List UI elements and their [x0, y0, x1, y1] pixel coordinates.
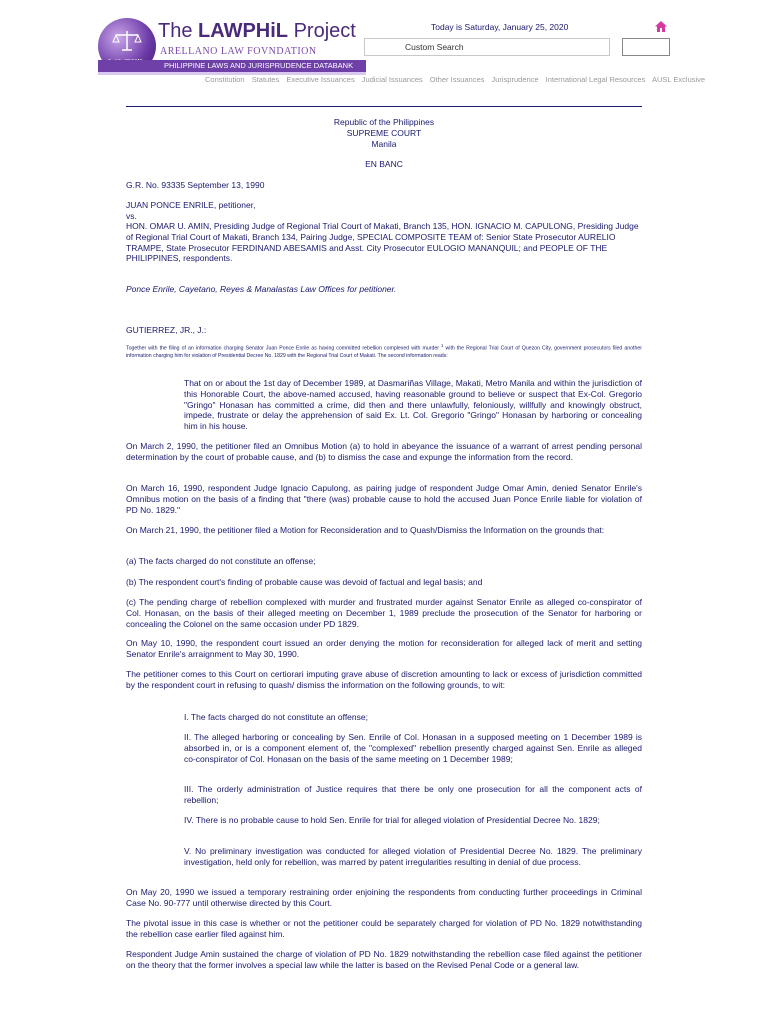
- brand-title: The LAWPHiL Project: [158, 20, 356, 42]
- paragraph-certiorari: The petitioner comes to this Court on certiorari imputing grave abuse of discretion amounting to lack or excess of jurisdiction committed by the respondent court in refusing to quash/ dismiss the information on the following grounds, to wit:: [126, 669, 642, 690]
- ponente: GUTIERREZ, JR., J.:: [126, 325, 207, 335]
- counsel: Ponce Enrile, Cayetano, Reyes & Manalastas Law Offices for petitioner.: [126, 284, 397, 294]
- paragraph-may-20: On May 20, 1990 we issued a temporary restraining order enjoining the respondents from conducting further proceedings in Criminal Case No. 90-777 until otherwise directed by this Court.: [126, 887, 642, 908]
- doc-heading-republic: Republic of the Philippines: [333, 117, 435, 127]
- nav-executive-issuances[interactable]: Executive Issuances: [286, 75, 355, 84]
- search-placeholder: Custom Search: [405, 42, 464, 52]
- ground-c: (c) The pending charge of rebellion complexed with murder and frustrated murder against Senator Enrile as alleged co-conspirator of Col. Honasan, on the basis of their alleged meeting on December 1, 1989 preclude the prosecution of the Senator for harboring or concealing the Colonel on the same occasion under PD 1829.: [126, 597, 642, 629]
- information-quote: That on or about the 1st day of December 1989, at Dasmariñas Village, Makati, Metro Manila and within the jurisdiction of this Honorable Court, the above-named accused, having reasonable ground to believe or suspect that Ex-Col. Gregorio "Gringo" Honasan has committed a crime, did then and there unlawfully, feloniously, willfully and knowingly obstruct, impede, frustrate or delay the apprehension of said Ex. Lt. Col. Gregorio "Gringo" Honasan by harboring or concealing him in his house.: [184, 378, 642, 432]
- ground-roman-4: IV. There is no probable cause to hold Sen. Enrile for trial for alleged violation of Presidential Decree No. 1829;: [184, 815, 600, 825]
- paragraph-march-21: On March 21, 1990, the petitioner filed a Motion for Reconsideration and to Quash/Dismiss the Information on the grounds that:: [126, 525, 605, 535]
- nav-statutes[interactable]: Statutes: [251, 75, 280, 84]
- ground-b: (b) The respondent court's finding of probable cause was devoid of factual and legal basis; and: [126, 577, 483, 587]
- nav-international-legal-resources[interactable]: International Legal Resources: [545, 75, 646, 84]
- nav-jurisprudence[interactable]: Jurisprudence: [491, 75, 539, 84]
- paragraph-pivotal-issue: The pivotal issue in this case is whether or not the petitioner could be separately charged for violation of PD No. 1829 notwithstanding the rebellion case earlier filed against him.: [126, 918, 642, 939]
- ground-roman-5: V. No preliminary investigation was conducted for alleged violation of Presidential Decree No. 1829. The preliminary investigation, held only for rebellion, was marred by patent irregularities resulting in denial of due process.: [184, 846, 642, 867]
- case-number: G.R. No. 93335 September 13, 1990: [126, 180, 265, 190]
- search-input[interactable]: [364, 38, 610, 56]
- doc-heading-city: Manila: [371, 139, 397, 149]
- doc-division: EN BANC: [365, 159, 403, 169]
- brand-databank: PHILIPPINE LAWS AND JURISPRUDENCE DATABANK: [164, 61, 354, 70]
- paragraph-march-2: On March 2, 1990, the petitioner filed an Omnibus Motion (a) to hold in abeyance the issuance of a warrant of arrest pending personal determination by the court of probable cause, and (b) to dismiss the case and expunge the information from the record.: [126, 441, 642, 462]
- ground-roman-2: II. The alleged harboring or concealing by Sen. Enrile of Col. Honasan in a supposed meeting on 1 December 1989 is absorbed in, or is a component element of, the "complexed" rebellion presently charged against Sen. Enrile as alleged co-conspirator of Col. Honasan on the basis of the same meeting on 1 December 1989;: [184, 732, 642, 764]
- versus: vs.: [126, 211, 137, 221]
- doc-heading-court: SUPREME COURT: [346, 128, 422, 138]
- search-button[interactable]: [622, 38, 670, 56]
- nav-other-issuances[interactable]: Other Issuances: [429, 75, 485, 84]
- paragraph-march-16: On March 16, 1990, respondent Judge Ignacio Capulong, as pairing judge of respondent Judge Omar Amin, denied Senator Enrile's Omnibus motion on the basis of a finding that "there (was) probable cause to hold the accused Juan Ponce Enrile liable for violation of PD No. 1829.": [126, 483, 642, 515]
- nav-judicial-issuances[interactable]: Judicial Issuances: [361, 75, 423, 84]
- current-date: Today is Saturday, January 25, 2020: [431, 22, 569, 32]
- ground-roman-1: I. The facts charged do not constitute an offense;: [184, 712, 368, 722]
- petitioner: JUAN PONCE ENRILE, petitioner,: [126, 200, 256, 210]
- footnote-link[interactable]: 1: [441, 343, 444, 348]
- paragraph-judge-amin: Respondent Judge Amin sustained the charge of violation of PD No. 1829 notwithstanding the rebellion case filed against the petitioner on the theory that the former involves a special law while the latter is based on the Revised Penal Code or a general law.: [126, 949, 642, 970]
- respondents: HON. OMAR U. AMIN, Presiding Judge of Regional Trial Court of Makati, Branch 135, HON. IGNACIO M. CAPULONG, Presiding Judge of Regional Trial Court of Makati, Branch 134, Pairing Judge, SPECIAL COMPOSITE TEAM of: Senior State Prosecutor AURELIO TRAMPE, State Prosecutor FERDINAND ABESAMIS and Asst. City Prosecutor EULOGIO MANANQUIL; and PEOPLE OF THE PHILIPPINES, respondents.: [126, 221, 639, 264]
- nav-constitution[interactable]: Constitution: [205, 75, 245, 84]
- header-divider: [126, 106, 642, 107]
- paragraph-may-10: On May 10, 1990, the respondent court issued an order denying the motion for reconsideration for alleged lack of merit and setting Senator Enrile's arraignment to May 30, 1990.: [126, 638, 642, 659]
- intro-paragraph: Together with the filing of an information charging Senator Juan Ponce Enrile as having committed rebellion complexed with murder $^1$ with the Regional Trial Court of Quezon City, government prosecutors filed another information charging him for violation of Presidential Decree No. 1829 with the Regional Trial Court of Makati. The second information reads:: [126, 343, 642, 359]
- ground-roman-3: III. The orderly administration of Justice requires that there be only one prosecution for all the component acts of rebellion;: [184, 784, 642, 805]
- scales-of-justice-icon: [112, 28, 142, 54]
- nav-ausl-exclusive[interactable]: AUSL Exclusive: [652, 75, 706, 84]
- home-icon[interactable]: [654, 20, 668, 33]
- brand-foundation: ARELLANO LAW FOVNDATION: [160, 46, 317, 57]
- ground-a: (a) The facts charged do not constitute an offense;: [126, 556, 316, 566]
- main-nav: [205, 75, 710, 84]
- site-logo[interactable]: [98, 18, 366, 74]
